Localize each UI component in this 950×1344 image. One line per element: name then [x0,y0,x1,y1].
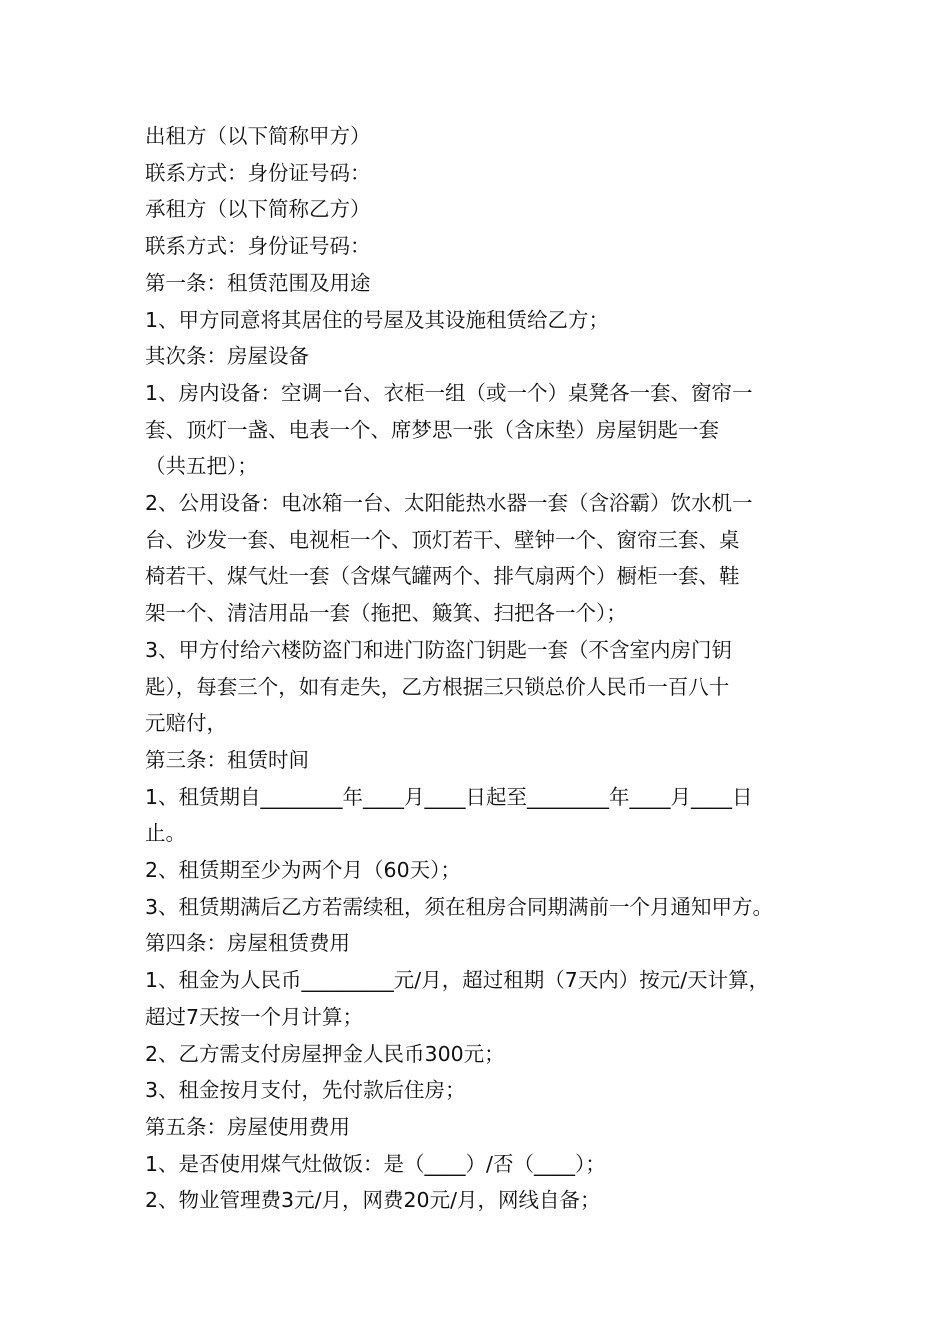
text-line: 3、租金按月支付，先付款后住房； [145,1078,466,1103]
text-line: 联系方式：身份证号码： [145,160,371,185]
text-line: 出租方（以下简称甲方） [145,124,371,148]
section-heading: 第三条：租赁时间 [145,747,309,772]
text-line: 台、沙发一套、电视柜一个、顶灯若干、壁钟一个、窗帘三套、桌 [145,527,740,552]
text-line: 3、租赁期满后乙方若需续租，须在租房合同期满前一个月通知甲方。 [145,894,774,919]
text-line: 元赔付， [145,711,227,736]
text-line: 1、是否使用煤气灶做饭：是（____）/否（____）； [145,1151,606,1176]
document-body [145,118,813,1219]
text-line: 套、顶灯一盏、电表一个、席梦思一张（含床垫）房屋钥匙一套 [145,417,719,442]
text-line: 2、物业管理费3元/月，网费20元/月，网线自备； [145,1188,601,1213]
text-line: 架一个、清洁用品一套（拖把、簸箕、扫把各一个）； [145,601,627,626]
text-line: 承租方（以下简称乙方） [145,197,371,222]
text-line: 3、甲方付给六楼防盗门和进门防盗门钥匙一套（不含室内房门钥 [145,637,733,662]
text-line: 1、甲方同意将其居住的号屋及其设施租赁给乙方； [145,307,610,332]
section-heading: 其次条：房屋设备 [145,344,309,369]
text-line: 2、乙方需支付房屋押金人民币300元； [145,1041,505,1066]
text-line: 2、公用设备：电冰箱一台、太阳能热水器一套（含浴霸）饮水机一 [145,491,753,516]
section-heading: 第一条：租赁范围及用途 [145,270,371,295]
text-line: 2、租赁期至少为两个月（60天）； [145,858,461,883]
text-line: 止。 [145,821,186,846]
text-line: （共五把）； [145,454,258,479]
text-line: 1、租赁期自________年____月____日起至________年____月____日 [145,784,753,809]
section-heading: 第四条：房屋租赁费用 [145,931,350,956]
text-line: 1、租金为人民币_________元/月，超过租期（7天内）按元/天计算， [145,968,770,993]
text-line: 椅若干、煤气灶一套（含煤气罐两个、排气扇两个）橱柜一套、鞋 [145,564,740,589]
section-heading: 第五条：房屋使用费用 [145,1114,350,1139]
text-line: 联系方式：身份证号码： [145,234,371,259]
text-line: 1、房内设备：空调一台、衣柜一组（或一个）桌凳各一套、窗帘一 [145,380,753,405]
text-line: 匙），每套三个，如有走失，乙方根据三只锁总价人民币一百八十 [145,674,730,699]
text-line: 超过7天按一个月计算； [145,1004,364,1029]
